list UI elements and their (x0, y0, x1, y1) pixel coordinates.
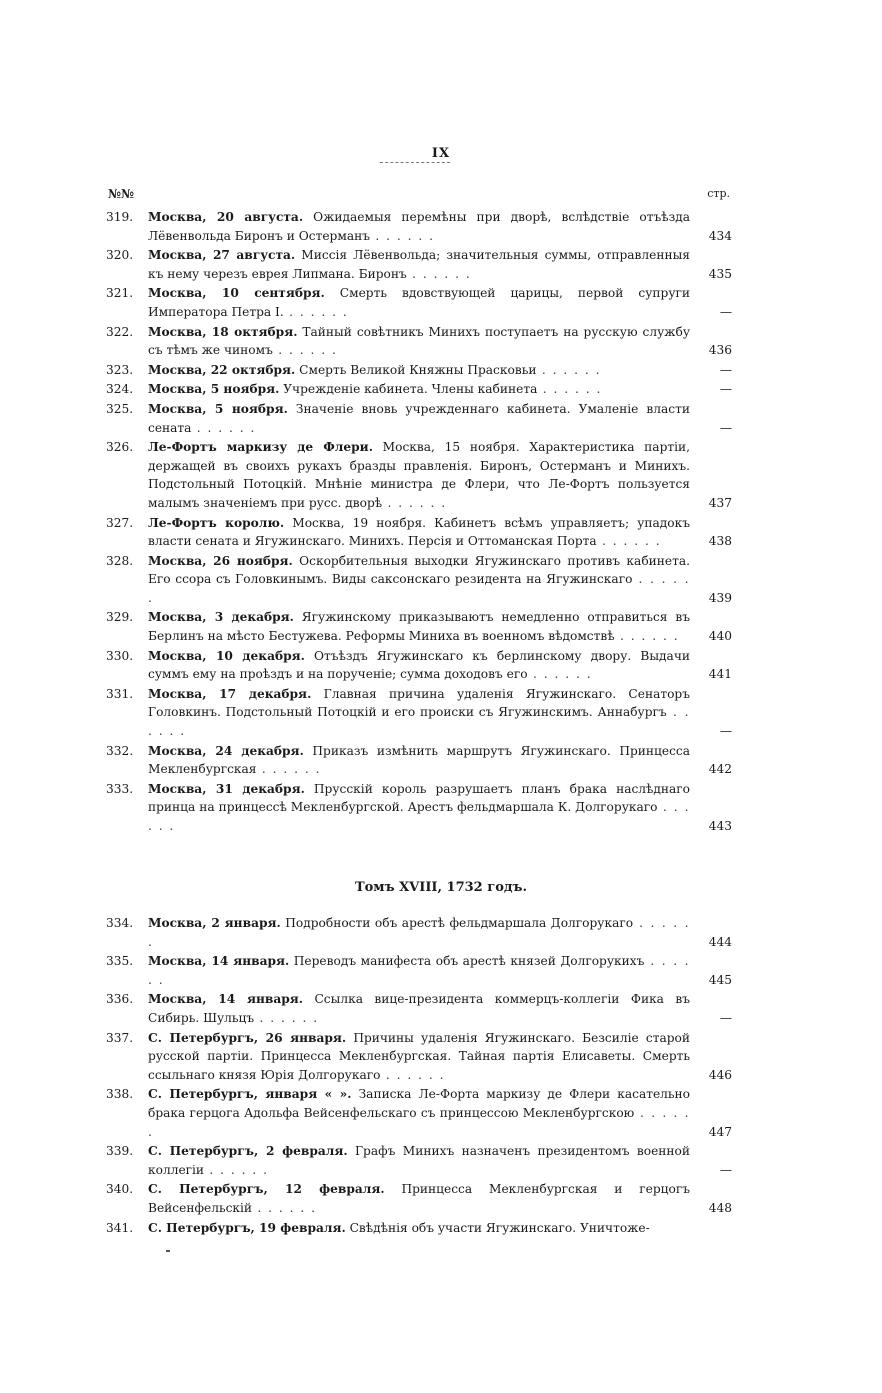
toc-entry (106, 514, 732, 551)
volume-heading: Томъ XVIII, 1732 годъ. (354, 880, 528, 895)
leader-dots: . . . . . . (537, 382, 602, 397)
leader-dots: . . . . . . (256, 762, 321, 777)
leader-dots: . . . . . . (148, 572, 690, 605)
toc-entry (106, 361, 732, 380)
entry-page: 444 (708, 934, 732, 949)
entry-text (148, 742, 732, 779)
entry-number: 328. (106, 553, 134, 568)
entry-number: 333. (106, 781, 134, 796)
entry-page: — (719, 362, 732, 377)
entry-page: — (719, 1010, 732, 1025)
entry-place-date: Москва, 17 декабря. (148, 686, 312, 701)
entry-description: Приказъ измѣнить маршрутъ Ягужинскаго. Принцесса Мекленбургская (148, 743, 690, 777)
entry-page: — (719, 1162, 732, 1177)
entry-page: 439 (708, 590, 732, 605)
entry-place-date: Москва, 3 декабря. (148, 610, 294, 625)
leader-dots: . . . . . . (148, 954, 690, 987)
entry-page: 441 (708, 667, 732, 682)
entry-text (148, 780, 732, 836)
entry-page: 446 (708, 1067, 732, 1082)
toc-entry (106, 208, 732, 245)
entry-text (148, 685, 732, 741)
entry-text (148, 552, 732, 608)
toc-entry (106, 438, 732, 512)
column-header-page: стр. (707, 187, 730, 200)
entry-number: 340. (106, 1182, 134, 1197)
leader-dots: . . . . . . (406, 266, 472, 281)
entry-number: 337. (106, 1030, 134, 1045)
entry-description: Записка Ле-Форта маркизу де Флери касательно брака герцога Адольфа Вейсенфельскаго съ принцессою Мекленбургскою (148, 1087, 691, 1120)
entry-number: 331. (106, 686, 134, 701)
entry-place-date: Москва, 20 августа. (148, 210, 304, 224)
entry-place-date: Москва, 18 октября. (148, 324, 298, 339)
leader-dots: . . . . . . (272, 343, 338, 358)
entry-description: Миссія Лёвенвольда; значительныя суммы, отправленныя къ нему черезъ еврея Липмана. Биронъ (148, 248, 690, 281)
entry-place-date: С. Петербургъ, января « ». (148, 1087, 352, 1102)
entry-page: — (719, 724, 732, 739)
leader-dots: . . . . . . (382, 495, 447, 510)
entry-description: Переводъ манифеста объ арестѣ князей Долгорукихъ (289, 954, 645, 969)
toc-entry (106, 1142, 732, 1179)
entry-description: Свѣдѣнія объ участи Ягужинскаго. Уничтоже- (345, 1220, 650, 1235)
leader-dots: . . . . . . (614, 629, 680, 644)
entry-number: 319. (106, 210, 134, 224)
entry-place-date: Москва, 22 октября. (148, 362, 296, 377)
entry-place-date: Москва, 10 сентября. (148, 286, 325, 301)
entry-text (148, 1029, 732, 1085)
toc-entry (106, 380, 732, 399)
entry-description: Причины удаленія Ягужинскаго. Безсиліе старой русской партіи. Принцесса Мекленбургская. Тайная партія Елисаветы. Смерть ссыльнаго князя Юрія Долгорукаго (148, 1030, 690, 1082)
leader-dots: . . . . . . (148, 1105, 690, 1139)
entry-text (148, 284, 732, 321)
toc-entry (106, 608, 732, 645)
toc-entry (106, 246, 732, 283)
entry-number: 338. (106, 1087, 134, 1102)
entry-number: 336. (106, 992, 134, 1007)
column-header (108, 187, 730, 207)
leader-dots: . . . . . . (148, 705, 690, 739)
entry-description: Прусскій король разрушаетъ планъ брака наслѣднаго принца на принцессѣ Мекленбургской. Арестъ фельдмаршала К. Долгорукаго (148, 781, 690, 815)
entry-text (148, 380, 732, 399)
entry-description: Главная причина удаленія Ягужинскаго. Сенаторъ Головкинъ. Подстольный Потоцкій и его происки съ Ягужинскимъ. Аннабургъ (148, 686, 690, 720)
entry-description: Смерть вдовствующей царицы, первой супруги Императора Петра I. (148, 286, 690, 319)
entry-description: Учрежденіе кабинета. Члены кабинета (279, 382, 538, 397)
entry-page: 448 (708, 1200, 732, 1215)
entry-text (148, 514, 732, 551)
entry-place-date: С. Петербургъ, 2 февраля. (148, 1144, 348, 1159)
entry-page: 445 (708, 972, 732, 987)
entries-block-2 (106, 914, 732, 1238)
entry-place-date: Москва, 14 января. (148, 954, 290, 969)
toc-entry (106, 284, 732, 321)
entry-place-date: Москва, 5 ноября. (148, 401, 288, 416)
entry-description: Подробности объ арестѣ фельдмаршала Долгорукаго (280, 916, 634, 930)
entry-description: Отъѣздъ Ягужинскаго къ берлинскому двору. Выдачи суммъ ему на проѣздъ и на порученіе; сумма доходовъ его (148, 648, 691, 682)
entry-text (148, 914, 732, 951)
entry-description: Москва, 19 ноября. Кабинетъ всѣмъ управляетъ; упадокъ власти сената и Ягужинскаго. Минихъ. Персія и Оттоманская Порта (148, 515, 690, 549)
column-header-number: №№ (108, 187, 135, 201)
entry-number: 330. (106, 648, 134, 663)
leader-dots: . . . . . . (254, 1010, 319, 1025)
toc-entry (106, 1085, 732, 1141)
entry-text (148, 647, 732, 684)
entry-number: 321. (106, 286, 134, 301)
entry-text (148, 990, 732, 1027)
entry-text (148, 438, 732, 512)
entry-text (148, 246, 732, 283)
page-number: IX (431, 146, 451, 161)
entry-text (148, 1142, 732, 1179)
toc-entry (106, 1029, 732, 1085)
toc-entry (106, 647, 732, 684)
leader-dots: . . . . . . (204, 1162, 269, 1177)
leader-dots: . . . . . . (252, 1200, 317, 1215)
leader-dots: . . . . . . (380, 1067, 445, 1082)
leader-dots: . . . . . . (527, 667, 593, 682)
entry-place-date: Москва, 27 августа. (148, 248, 296, 263)
entry-description: Смерть Великой Княжны Прасковьи (295, 362, 537, 377)
page-number-rule (380, 162, 450, 163)
entry-text (148, 400, 732, 437)
entry-place-date: Москва, 26 ноября. (148, 553, 293, 568)
entry-place-date: С. Петербургъ, 26 января. (148, 1030, 347, 1045)
entry-description: Москва, 15 ноября. Характеристика партіи, держащей въ своихъ рукахъ бразды правленія. Биронъ, Остерманъ и Минихъ. Подстольный Потоцкій. Мнѣніе министра де Флери, что Ле-Фортъ пользуется малымъ значеніемъ при русс. дворѣ (148, 440, 691, 510)
entry-number: 326. (106, 440, 134, 455)
entry-place-date: Москва, 24 декабря. (148, 743, 304, 758)
entry-text (148, 208, 732, 245)
entry-text (148, 361, 732, 380)
entry-place-date: С. Петербургъ, 12 февраля. (148, 1182, 385, 1197)
entry-page: 435 (708, 266, 732, 281)
entry-number: 335. (106, 954, 134, 969)
toc-entry (106, 780, 732, 836)
leader-dots: . . . . . . (191, 420, 256, 435)
entry-page: 443 (708, 819, 732, 833)
entry-text (148, 1085, 732, 1141)
entry-page: 437 (708, 495, 732, 510)
entry-place-date: Москва, 14 января. (148, 992, 304, 1007)
entry-description: Тайный совѣтникъ Минихъ поступаетъ на русскую службу съ тѣмъ же чиномъ (148, 324, 690, 358)
leader-dots: . . . . . . (369, 228, 435, 243)
toc-entry (106, 400, 732, 437)
entry-description: Принцесса Мекленбургская и герцогъ Вейсенфельскій (148, 1182, 690, 1215)
entry-description: Ожидаемыя перемѣны при дворѣ, вслѣдствіе отъѣзда Лёвенвольда Биронъ и Остерманъ (148, 210, 690, 243)
entry-text (148, 1219, 732, 1238)
entry-description: Графъ Минихъ назначенъ президентомъ военной коллегіи (148, 1144, 691, 1177)
toc-entry (106, 323, 732, 360)
entries-block-1 (106, 208, 732, 837)
entry-number: 339. (106, 1144, 134, 1159)
entry-number: 341. (106, 1220, 134, 1235)
entry-place-date: Москва, 2 января. (148, 916, 281, 930)
entry-number: 329. (106, 610, 134, 625)
leader-dots: . . . . . . (283, 304, 349, 319)
toc-entry (106, 552, 732, 608)
entry-text (148, 952, 732, 989)
toc-entry (106, 685, 732, 741)
entry-number: 320. (106, 248, 134, 263)
entry-place-date: Москва, 31 декабря. (148, 781, 305, 796)
entry-page: 436 (708, 343, 732, 358)
toc-entry (106, 1180, 732, 1217)
toc-entry (106, 742, 732, 779)
entry-place-date: Ле-Фортъ маркизу де Флери. (148, 440, 373, 455)
leader-dots: . . . . . . (596, 534, 662, 549)
entry-description: Ссылка вице-президента коммерцъ-коллегіи Фика въ Сибирь. Шульцъ (148, 992, 690, 1025)
entry-place-date: Ле-Фортъ королю. (148, 515, 285, 530)
entry-number: 332. (106, 743, 134, 758)
entry-text (148, 323, 732, 360)
entry-text (148, 608, 732, 645)
entry-page: 440 (708, 629, 732, 644)
toc-entry (106, 1219, 732, 1238)
entry-place-date: Москва, 5 ноября. (148, 382, 280, 397)
entry-place-date: Москва, 10 декабря. (148, 648, 305, 663)
toc-entry (106, 990, 732, 1027)
entry-number: 324. (106, 382, 134, 397)
stray-mark (166, 1250, 170, 1252)
entry-description: Оскорбительныя выходки Ягужинскаго противъ кабинета. Его ссора съ Головкинымъ. Виды саксонскаго резидента на Ягужинскаго (148, 553, 690, 587)
entry-number: 325. (106, 401, 134, 416)
entry-page: — (719, 420, 732, 435)
entry-page: 434 (708, 228, 732, 243)
toc-entry (106, 952, 732, 989)
leader-dots: . . . . . . (536, 362, 601, 377)
entry-text (148, 1180, 732, 1217)
entry-place-date: С. Петербургъ, 19 февраля. (148, 1220, 346, 1235)
entry-page: — (719, 304, 732, 319)
entry-page: 442 (708, 762, 732, 777)
entry-number: 323. (106, 362, 134, 377)
entry-number: 327. (106, 515, 134, 530)
entry-page: 447 (708, 1124, 732, 1139)
toc-entry (106, 914, 732, 951)
entry-description: Ягужинскому приказываютъ немедленно отправиться въ Берлинъ на мѣсто Бестужева. Реформы Миниха въ военномъ вѣдомствѣ (148, 610, 690, 644)
entry-number: 322. (106, 324, 134, 339)
entry-page: 438 (708, 534, 732, 549)
entry-description: Значеніе вновь учрежденнаго кабинета. Умаленіе власти сената (148, 401, 690, 435)
entry-number: 334. (106, 916, 134, 930)
entry-page: — (719, 382, 732, 397)
leader-dots: . . . . . . (148, 916, 690, 949)
leader-dots: . . . . . . (148, 800, 690, 833)
